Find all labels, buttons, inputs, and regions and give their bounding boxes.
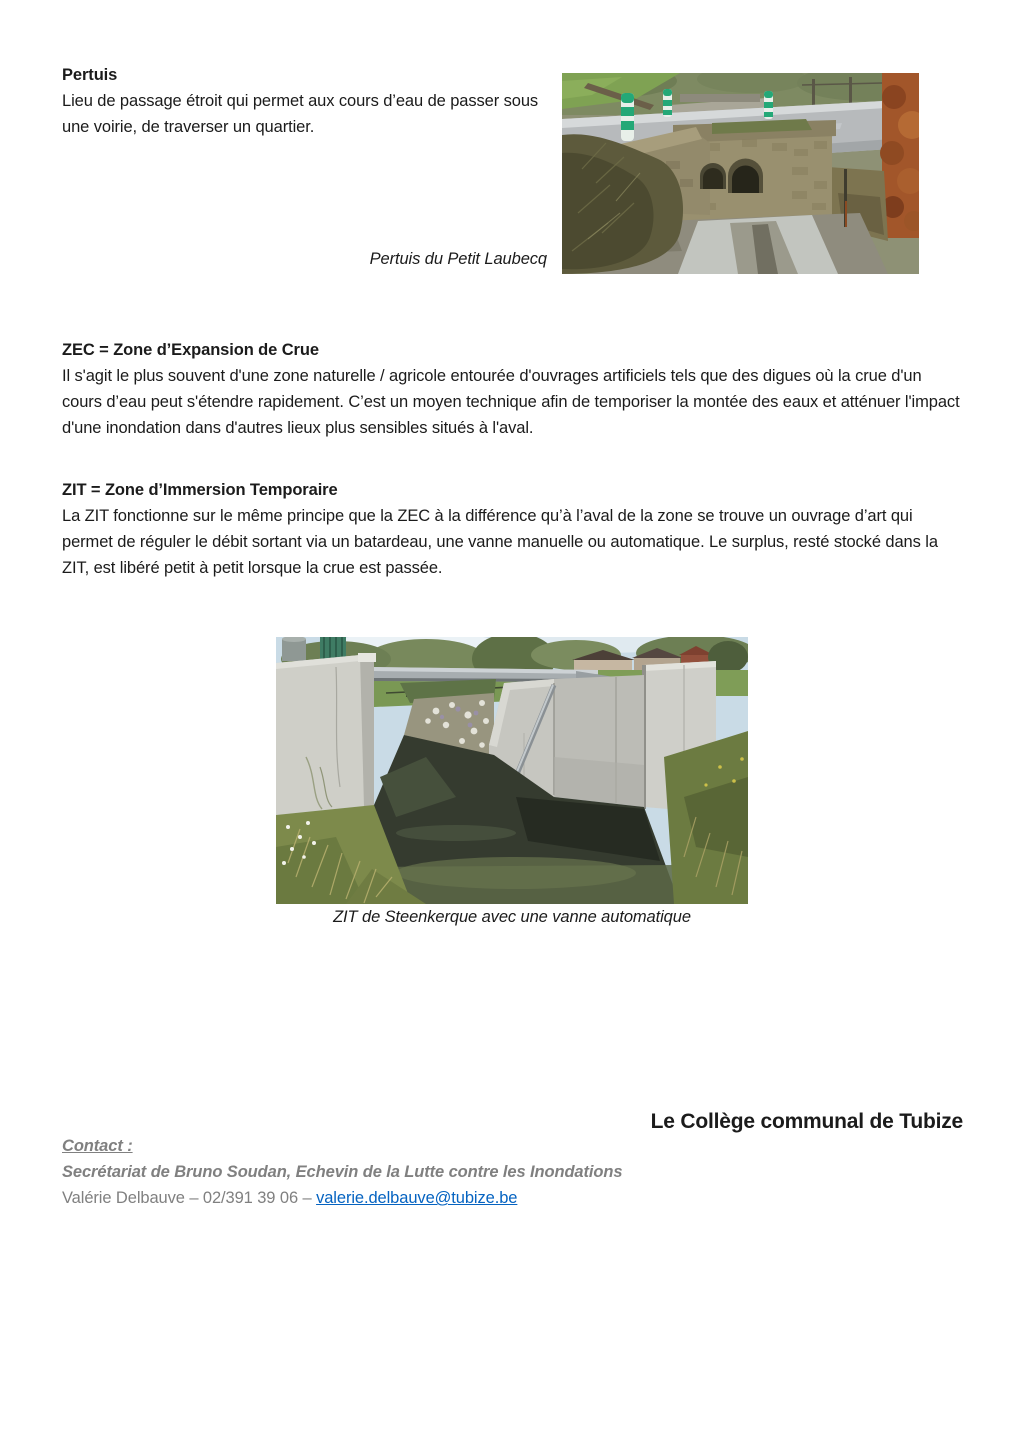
pertuis-photo-caption: Pertuis du Petit Laubecq [369,250,547,268]
zit-heading: ZIT = Zone d’Immersion Temporaire [62,481,338,499]
pertuis-photo [562,73,919,274]
footer-signature: Le Collège communal de Tubize [650,1110,963,1133]
bollard [621,93,634,141]
section-zit [62,477,964,581]
zit-photo-illustration [276,637,748,904]
section-zec [62,337,964,441]
contact-block [62,1133,963,1211]
zit-photo [276,637,748,904]
zit-body: La ZIT fonctionne sur le même principe que la ZEC à la différence qu’à l’aval de la zone se trouve un ouvrage d’art qui permet de réguler le débit sortant via un batardeau, une vanne manuelle ou automatique. Le surplus, resté stocké dans la ZIT, est libéré petit à petit lorsque la crue est passée. [62,507,938,577]
contact-name-phone: Valérie Delbauve – 02/391 39 06 – [62,1189,317,1207]
zec-body: Il s'agit le plus souvent d'une zone naturelle / agricole entourée d'ouvrages artificiels tels que des digues où la crue d'un cours d’eau peut s'étendre rapidement. C’est un moyen technique afin de temporiser la montée des eaux et atténuer l'impact d'une inondation dans d'autres lieux plus sensibles situés à l'aval. [62,367,960,437]
zit-photo-caption: ZIT de Steenkerque avec une vanne automatique [333,908,691,926]
pertuis-body: Lieu de passage étroit qui permet aux cours d’eau de passer sous une voirie, de traverser un quartier. [62,92,539,136]
contact-secretariat: Secrétariat de Bruno Soudan, Echevin de la Lutte contre les Inondations [62,1163,623,1181]
zec-heading: ZEC = Zone d’Expansion de Crue [62,341,319,359]
section-pertuis [62,62,548,140]
pertuis-heading: Pertuis [62,66,118,84]
pertuis-photo-illustration [562,73,919,274]
contact-person-line [62,1185,963,1211]
contact-label: Contact : [62,1137,133,1155]
email-link[interactable]: valerie.delbauve@tubize.be [316,1189,518,1207]
